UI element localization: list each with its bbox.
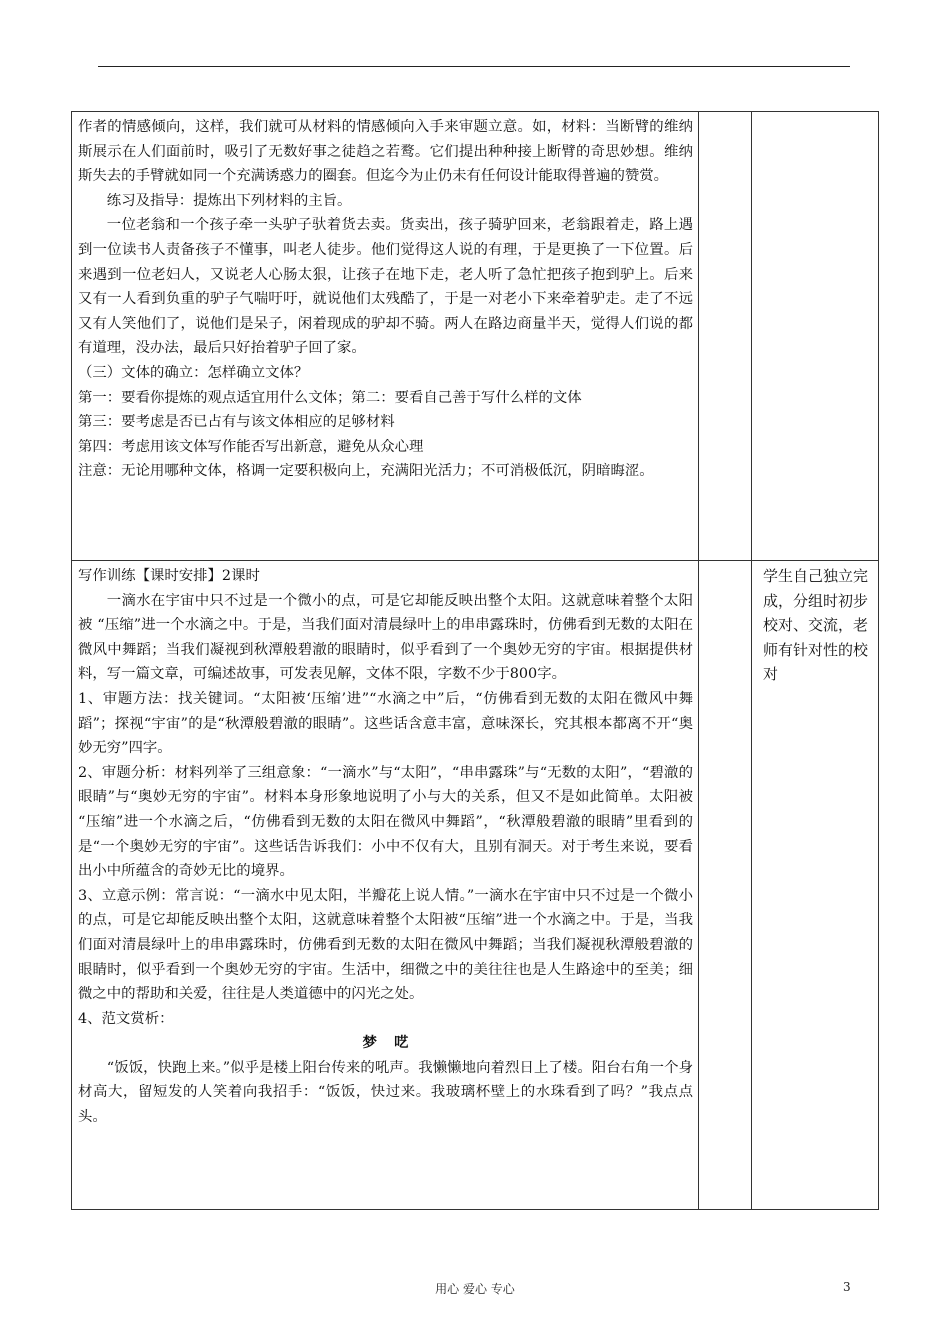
empty-cell [699,561,752,1210]
item-idea-example: 3、立意示例：常言说：“一滴水中见太阳，半瓣花上说人情。”一滴水在宇宙中只不过是一个微小的点，可是它却能反映出整个太阳，这就意味着整个太阳被“压缩”进一个水滴之中。于是，当我们面对清晨绿叶上的串串露珠时，仿佛看到无数的太阳在微风中舞蹈；当我们凝视秋潭般碧澈的眼睛时，似乎看到一个奥妙无穷的宇宙。生活中，细微之中的美往往也是人生路途中的至美；细微之中的帮助和关爱，往往是人类道德中的闪光之处。 [78,887,693,1003]
table-row [72,561,879,1210]
item-topic-method: 1、审题方法：找关键词。“太阳被‘压缩’进”“水滴之中”后，“仿佛看到无数的太阳在微风中舞蹈”；探视“宇宙”的是“秋潭般碧澈的眼睛”。这些话含意丰富，意味深长，究其根本都离不开“奥妙无穷”四字。 [78,690,693,757]
paragraph-genre-heading: （三）文体的确立：怎样确立文体？ [78,364,309,381]
item-model-essay: 4、范文赏析： [78,1010,174,1027]
paragraph-step-3: 第三：要考虑是否已占有与该文体相应的足够材料 [78,414,395,431]
side-note: 学生自己独立完成，分组时初步校对、交流，老师有针对性的校对 [763,567,869,684]
essay-paragraph: “饭饭，快跑上来。”似乎是楼上阳台传来的吼声。我懒懒地向着烈日上了楼。阳台右角一个身材高大，留短发的人笑着向我招手：“饭饭，快过来。我玻璃杯壁上的水珠看到了吗？”我点点头。 [78,1059,693,1126]
page-number: 3 [843,1280,851,1294]
empty-cell [752,112,879,561]
content-cell [72,112,699,561]
essay-title: 梦呓 [362,1034,426,1052]
table-row [72,112,879,561]
paragraph-note: 注意：无论用哪种文体，格调一定要积极向上，充满阳光活力；不可消极低沉，阴暗晦涩。 [78,463,654,480]
side-note-cell [752,561,879,1210]
writing-prompt: 一滴水在宇宙中只不过是一个微小的点，可是它却能反映出整个太阳。这就意味着整个太阳被 “压缩”进一个水滴之中。于是，当我们面对清晨绿叶上的串串露珠时，仿佛看到无数的太阳在微风中舞蹈；当我们凝视到秋潭般碧澈的眼睛时，似乎看到了一个奥妙无穷的宇宙。根据提供材料，写一篇文章，可编述故事，可发表见解，文体不限，字数不少于800字。 [78,592,693,683]
paragraph-donkey-story: 一位老翁和一个孩子牵一头驴子驮着货去卖。货卖出，孩子骑驴回来，老翁跟着走，路上遇到一位读书人责备孩子不懂事，叫老人徒步。他们觉得这人说的有理，于是更换了一下位置。后来遇到一位老妇人，又说老人心肠太狠，让孩子在地下走，老人听了急忙把孩子抱到驴上。后来又有一人看到负重的驴子气喘吁吁，就说他们太残酷了，于是一对老小下来牵着驴走。走了不远又有人笑他们了，说他们是呆子，闲着现成的驴却不骑。两人在路边商量半天，觉得人们说的都有道理，没办法，最后只好抬着驴子回了家。 [78,217,693,357]
header-rule [98,66,850,67]
paragraph-exercise-heading: 练习及指导：提炼出下列材料的主旨。 [106,192,352,209]
content-cell [72,561,699,1210]
paragraph-step-4: 第四：考虑用该文体写作能否写出新意，避免从众心理 [78,438,424,455]
writing-training-heading: 写作训练【课时安排】2课时 [78,568,260,584]
footer-text: 用心 爱心 专心 [435,1282,515,1296]
item-topic-analysis: 2、审题分析：材料列举了三组意象：“一滴水”与“太阳”，“串串露珠”与“无数的太阳”，“碧澈的眼睛”与“奥妙无穷的宇宙”。材料本身形象地说明了小与大的关系，但又不是如此简单。太阳被 “压缩”进一个水滴之后，“仿佛看到无数的太阳在微风中舞蹈”，“秋潭般碧澈的眼睛”里看到的是“一个奥妙无穷的宇宙”。这些话告诉我们：小中不仅有大，且别有洞天。对于考生来说，要看出小中所蕴含的奇妙无比的境界。 [78,764,693,880]
paragraph-step-1-2: 第一：要看你提炼的观点适宜用什么文体；第二：要看自己善于写什么样的文体 [78,389,582,406]
lesson-plan-table [71,111,879,1210]
paragraph-material-venus: 作者的情感倾向，这样，我们就可从材料的情感倾向入手来审题立意。如，材料：当断臂的维纳斯展示在人们面前时，吸引了无数好事之徒趋之若鹜。它们提出种种接上断臂的奇思妙想。维纳斯失去的手臂就如同一个充满诱惑力的圈套。但迄今为止仍未有任何设计能取得普遍的赞赏。 [78,119,693,185]
empty-cell [699,112,752,561]
